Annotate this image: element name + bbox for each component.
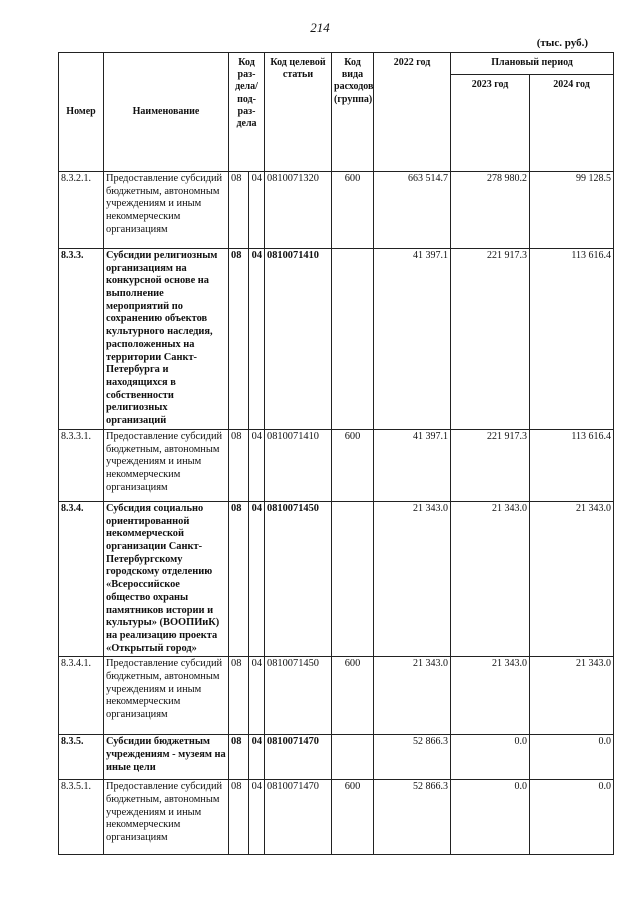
row-vid-rashodov: 600 xyxy=(332,657,374,735)
row-amount-2023: 221 917.3 xyxy=(451,430,530,502)
row-vid-rashodov: 600 xyxy=(332,430,374,502)
row-tselevaya-statya: 0810071450 xyxy=(265,502,332,657)
row-amount-2022: 21 343.0 xyxy=(374,657,451,735)
header-2023: 2023 год xyxy=(451,75,530,172)
header-2022: 2022 год xyxy=(374,53,451,172)
budget-table xyxy=(58,52,614,855)
row-amount-2024: 21 343.0 xyxy=(530,502,614,657)
row-name: Субсидия социально ориентированной некоммерческой организации Санкт-Петербургскому городскому отделению «Всероссийское общество охраны памятников истории и культуры» (ВООПИиК) на реализацию проекта «Открытый город» xyxy=(104,502,229,657)
row-podrazdel: 04 xyxy=(249,657,265,735)
row-amount-2024: 113 616.4 xyxy=(530,430,614,502)
row-razdel: 08 xyxy=(229,657,249,735)
units-label: (тыс. руб.) xyxy=(536,37,588,49)
table-row xyxy=(59,502,614,657)
row-number: 8.3.2.1. xyxy=(59,172,104,249)
row-name: Субсидии религиозным организациям на конкурсной основе на выполнение мероприятий по сохранению объектов культурного наследия, расположенных на территории Санкт-Петербурга и находящихся в собственности религиозных организаций xyxy=(104,249,229,430)
row-podrazdel: 04 xyxy=(249,735,265,780)
row-number: 8.3.4.1. xyxy=(59,657,104,735)
row-number: 8.3.5. xyxy=(59,735,104,780)
row-podrazdel: 04 xyxy=(249,502,265,657)
header-nomer: Номер xyxy=(59,53,104,172)
row-number: 8.3.4. xyxy=(59,502,104,657)
row-vid-rashodov xyxy=(332,502,374,657)
row-vid-rashodov xyxy=(332,735,374,780)
row-amount-2023: 278 980.2 xyxy=(451,172,530,249)
row-vid-rashodov xyxy=(332,249,374,430)
row-amount-2022: 663 514.7 xyxy=(374,172,451,249)
row-number: 8.3.5.1. xyxy=(59,780,104,855)
row-amount-2023: 221 917.3 xyxy=(451,249,530,430)
row-name: Субсидии бюджетным учреждениям - музеям на иные цели xyxy=(104,735,229,780)
row-razdel: 08 xyxy=(229,502,249,657)
row-razdel: 08 xyxy=(229,780,249,855)
header-2024: 2024 год xyxy=(530,75,614,172)
row-razdel: 08 xyxy=(229,249,249,430)
row-vid-rashodov: 600 xyxy=(332,780,374,855)
row-amount-2022: 52 866.3 xyxy=(374,735,451,780)
row-amount-2022: 21 343.0 xyxy=(374,502,451,657)
row-amount-2023: 0.0 xyxy=(451,735,530,780)
header-kod-tselevoy: Код целевой статьи xyxy=(265,53,332,172)
row-razdel: 08 xyxy=(229,430,249,502)
header-kod-vida: Код вида расходов (группа) xyxy=(332,53,374,172)
row-tselevaya-statya: 0810071470 xyxy=(265,780,332,855)
row-number: 8.3.3.1. xyxy=(59,430,104,502)
row-amount-2022: 41 397.1 xyxy=(374,249,451,430)
row-podrazdel: 04 xyxy=(249,430,265,502)
row-tselevaya-statya: 0810071410 xyxy=(265,249,332,430)
row-amount-2024: 99 128.5 xyxy=(530,172,614,249)
row-tselevaya-statya: 0810071470 xyxy=(265,735,332,780)
row-amount-2024: 0.0 xyxy=(530,735,614,780)
table-row xyxy=(59,430,614,502)
row-amount-2024: 21 343.0 xyxy=(530,657,614,735)
row-name: Предоставление субсидий бюджетным, автономным учреждениям и иным некоммерческим организациям xyxy=(104,657,229,735)
page-number: 214 xyxy=(310,20,330,35)
row-podrazdel: 04 xyxy=(249,172,265,249)
table-row xyxy=(59,249,614,430)
row-number: 8.3.3. xyxy=(59,249,104,430)
row-amount-2023: 21 343.0 xyxy=(451,657,530,735)
row-tselevaya-statya: 0810071320 xyxy=(265,172,332,249)
row-vid-rashodov: 600 xyxy=(332,172,374,249)
row-name: Предоставление субсидий бюджетным, автономным учреждениям и иным некоммерческим организациям xyxy=(104,430,229,502)
row-tselevaya-statya: 0810071410 xyxy=(265,430,332,502)
table-row xyxy=(59,780,614,855)
row-amount-2024: 113 616.4 xyxy=(530,249,614,430)
table-row xyxy=(59,172,614,249)
header-naimenovanie: Наименование xyxy=(104,53,229,172)
row-name: Предоставление субсидий бюджетным, автономным учреждениям и иным некоммерческим организациям xyxy=(104,780,229,855)
row-razdel: 08 xyxy=(229,172,249,249)
table-row xyxy=(59,657,614,735)
row-podrazdel: 04 xyxy=(249,249,265,430)
row-amount-2022: 52 866.3 xyxy=(374,780,451,855)
row-amount-2022: 41 397.1 xyxy=(374,430,451,502)
table-row xyxy=(59,735,614,780)
row-amount-2023: 0.0 xyxy=(451,780,530,855)
row-amount-2023: 21 343.0 xyxy=(451,502,530,657)
header-planoviy-period: Плановый период xyxy=(451,53,614,75)
row-name: Предоставление субсидий бюджетным, автономным учреждениям и иным некоммерческим организациям xyxy=(104,172,229,249)
header-kod-razdela: Код раз-дела/ под-раз-дела xyxy=(229,53,265,172)
row-podrazdel: 04 xyxy=(249,780,265,855)
row-tselevaya-statya: 0810071450 xyxy=(265,657,332,735)
row-amount-2024: 0.0 xyxy=(530,780,614,855)
row-razdel: 08 xyxy=(229,735,249,780)
